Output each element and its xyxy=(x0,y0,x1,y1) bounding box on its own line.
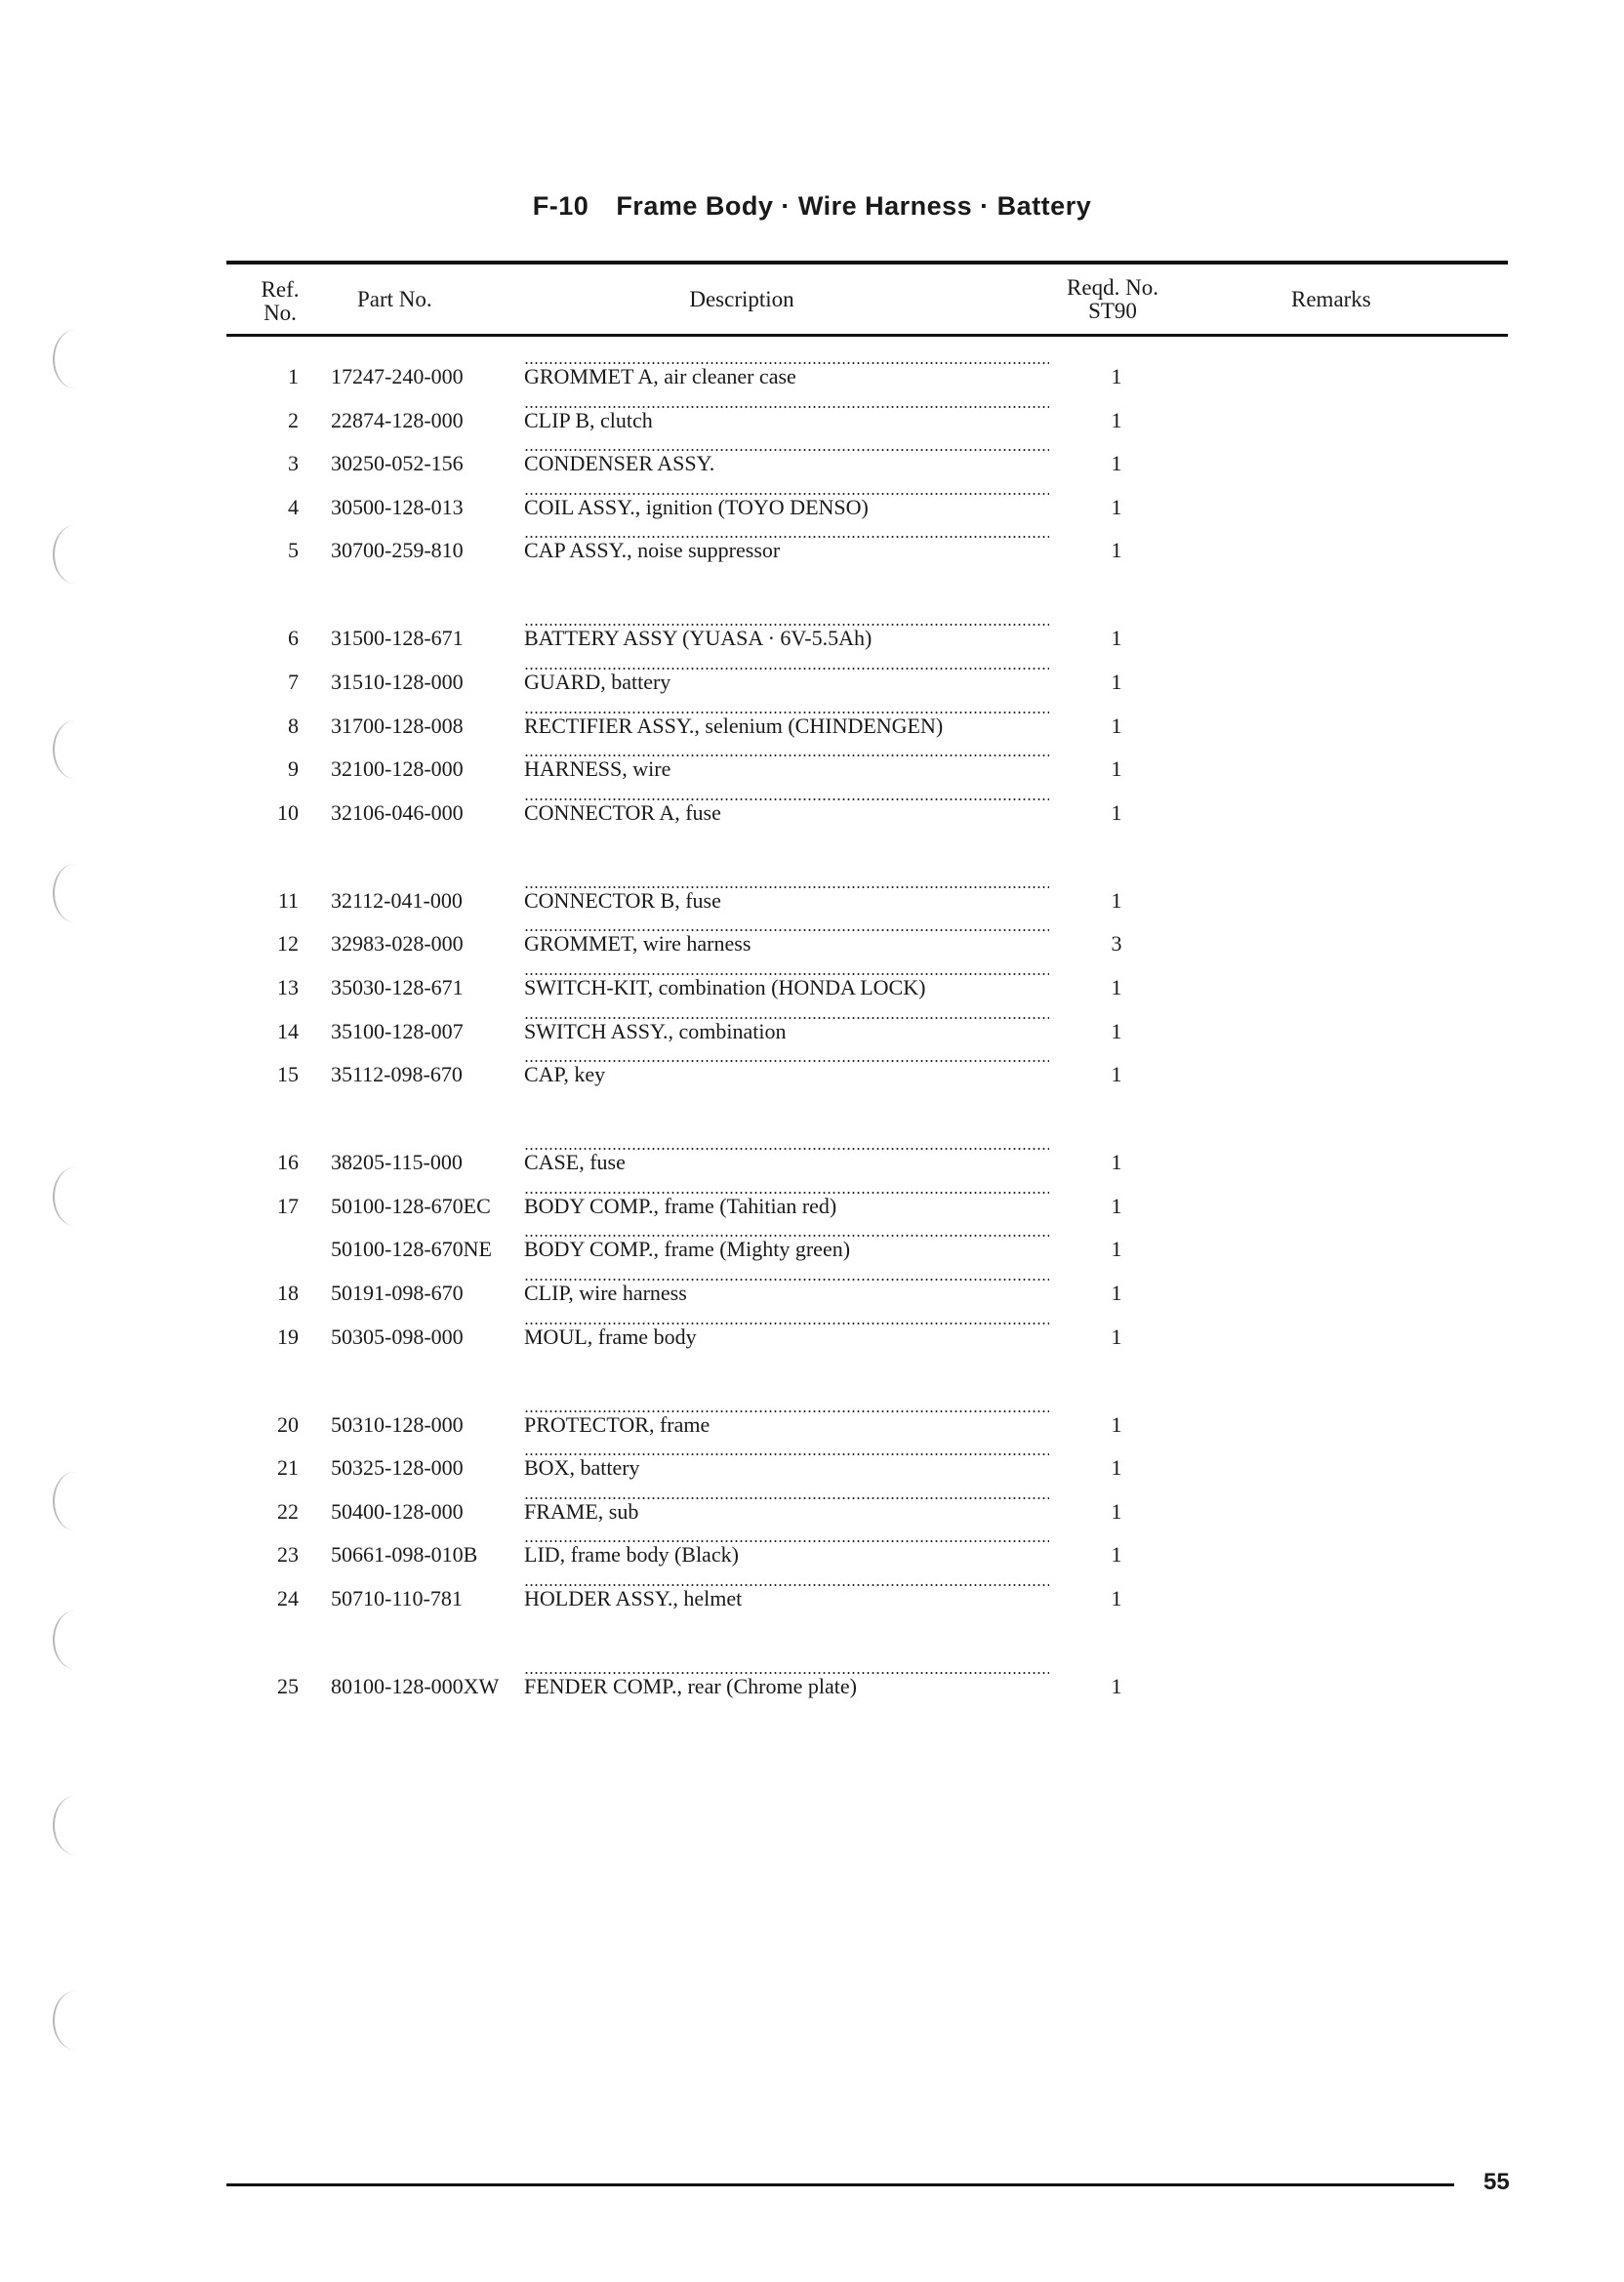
ref-number: 7 xyxy=(288,670,299,694)
required-quantity: 1 xyxy=(1111,887,1122,913)
required-quantity: 1 xyxy=(1111,364,1122,388)
ref-number: 17 xyxy=(277,1193,299,1218)
ref-number: 8 xyxy=(288,713,299,738)
punch-hole-mark xyxy=(53,1991,98,2050)
page-title xyxy=(0,191,1624,222)
table-row xyxy=(0,1540,1624,1569)
table-row xyxy=(0,973,1624,1002)
description-text: BODY COMP., frame (Tahitian red) xyxy=(524,1193,837,1218)
part-description xyxy=(524,1148,1049,1177)
part-description xyxy=(524,406,1049,435)
required-quantity: 1 xyxy=(1111,494,1122,519)
part-number: 32106-046-000 xyxy=(331,799,464,825)
part-number: 31500-128-671 xyxy=(331,626,464,651)
ref-number: 12 xyxy=(277,931,299,957)
part-number: 50310-128-000 xyxy=(331,1411,464,1437)
required-quantity: 1 xyxy=(1111,756,1122,782)
part-number: 22874-128-000 xyxy=(331,407,464,432)
part-number: 35100-128-007 xyxy=(331,1018,464,1043)
table-row xyxy=(0,798,1624,828)
part-description xyxy=(524,1672,1049,1701)
section-title: Frame Body · Wire Harness · Battery xyxy=(616,191,1092,221)
part-description xyxy=(524,798,1049,828)
part-number: 35030-128-671 xyxy=(331,975,464,999)
ref-number: 6 xyxy=(288,626,299,651)
part-description xyxy=(524,1323,1049,1352)
required-quantity: 1 xyxy=(1111,626,1122,651)
required-quantity: 1 xyxy=(1111,1324,1122,1349)
description-text: BODY COMP., frame (Mighty green) xyxy=(524,1237,851,1262)
header-ref-no: Ref. No. xyxy=(261,277,300,325)
ref-number: 5 xyxy=(288,538,299,563)
table-row xyxy=(0,929,1624,958)
table-row xyxy=(0,1279,1624,1308)
table-top-rule xyxy=(226,261,1508,265)
description-text: SWITCH ASSY., combination xyxy=(524,1018,787,1043)
required-quantity: 1 xyxy=(1111,1150,1122,1175)
part-number: 35112-098-670 xyxy=(331,1062,463,1087)
punch-hole-mark xyxy=(53,1796,98,1854)
part-description xyxy=(524,1192,1049,1221)
required-quantity: 1 xyxy=(1111,1237,1122,1262)
description-text: GROMMET, wire harness xyxy=(524,931,751,957)
part-number: 50710-110-781 xyxy=(331,1586,463,1610)
header-description: Description xyxy=(689,287,794,311)
footer-rule xyxy=(226,2183,1454,2186)
required-quantity: 1 xyxy=(1111,1586,1122,1610)
part-description xyxy=(524,712,1049,741)
required-quantity: 1 xyxy=(1111,1281,1122,1305)
part-description xyxy=(524,1497,1049,1527)
part-description xyxy=(524,1453,1049,1483)
part-description xyxy=(524,1235,1049,1264)
part-number: 32983-028-000 xyxy=(331,931,464,957)
ref-number: 15 xyxy=(277,1062,299,1087)
part-number: 50661-098-010B xyxy=(331,1542,478,1568)
table-row xyxy=(0,712,1624,741)
ref-number: 10 xyxy=(277,799,299,825)
description-text: CAP ASSY., noise suppressor xyxy=(524,538,781,563)
header-part-no: Part No. xyxy=(357,287,432,311)
required-quantity: 1 xyxy=(1111,713,1122,738)
part-number: 50100-128-670EC xyxy=(331,1193,491,1218)
part-number: 50100-128-670NE xyxy=(331,1237,492,1262)
part-number: 50191-098-670 xyxy=(331,1281,464,1305)
description-text: FENDER COMP., rear (Chrome plate) xyxy=(524,1674,857,1698)
description-text: CLIP B, clutch xyxy=(524,407,653,432)
required-quantity: 1 xyxy=(1111,1542,1122,1568)
table-row xyxy=(0,406,1624,435)
table-row xyxy=(0,1497,1624,1527)
ref-number: 13 xyxy=(277,975,299,999)
part-number: 38205-115-000 xyxy=(331,1150,463,1175)
required-quantity: 1 xyxy=(1111,1411,1122,1437)
table-row xyxy=(0,362,1624,391)
part-description xyxy=(524,1017,1049,1046)
table-row xyxy=(0,1060,1624,1089)
part-description xyxy=(524,1540,1049,1569)
table-row xyxy=(0,1323,1624,1352)
table-row xyxy=(0,1235,1624,1264)
part-number: 32100-128-000 xyxy=(331,756,464,782)
ref-number: 24 xyxy=(277,1586,299,1610)
description-text: MOUL, frame body xyxy=(524,1324,697,1349)
part-description xyxy=(524,1060,1049,1089)
part-description xyxy=(524,668,1049,697)
table-row xyxy=(0,754,1624,784)
part-description xyxy=(524,886,1049,916)
ref-number: 18 xyxy=(277,1281,299,1305)
section-code: F-10 xyxy=(532,191,589,221)
page-number: 55 xyxy=(1483,2169,1510,2195)
part-number: 50305-098-000 xyxy=(331,1324,464,1349)
part-description xyxy=(524,449,1049,478)
part-number: 17247-240-000 xyxy=(331,364,464,388)
part-description xyxy=(524,973,1049,1002)
part-description xyxy=(524,536,1049,565)
required-quantity: 1 xyxy=(1111,1018,1122,1043)
required-quantity: 1 xyxy=(1111,1674,1122,1698)
ref-number: 1 xyxy=(288,364,299,388)
description-text: HARNESS, wire xyxy=(524,756,671,782)
description-text: SWITCH-KIT, combination (HONDA LOCK) xyxy=(524,975,926,999)
ref-number: 19 xyxy=(277,1324,299,1349)
table-row xyxy=(0,449,1624,478)
table-row xyxy=(0,536,1624,565)
description-text: CONNECTOR A, fuse xyxy=(524,799,721,825)
part-description xyxy=(524,754,1049,784)
description-text: RECTIFIER ASSY., selenium (CHINDENGEN) xyxy=(524,713,944,738)
description-text: GUARD, battery xyxy=(524,670,671,694)
required-quantity: 1 xyxy=(1111,451,1122,476)
table-row xyxy=(0,668,1624,697)
table-row xyxy=(0,1410,1624,1440)
table-row xyxy=(0,493,1624,522)
part-number: 50400-128-000 xyxy=(331,1498,464,1524)
table-row xyxy=(0,1192,1624,1221)
description-text: LID, frame body (Black) xyxy=(524,1542,739,1568)
ref-number: 11 xyxy=(277,887,299,913)
description-text: CASE, fuse xyxy=(524,1150,626,1175)
header-bottom-rule xyxy=(226,334,1508,337)
part-number: 80100-128-000XW xyxy=(331,1674,500,1698)
part-number: 30250-052-156 xyxy=(331,451,464,476)
punch-hole-mark xyxy=(53,1610,98,1669)
description-text: COIL ASSY., ignition (TOYO DENSO) xyxy=(524,494,869,519)
part-number: 30500-128-013 xyxy=(331,494,464,519)
required-quantity: 1 xyxy=(1111,538,1122,563)
description-text: FRAME, sub xyxy=(524,1498,639,1524)
description-text: PROTECTOR, frame xyxy=(524,1411,710,1437)
header-remarks: Remarks xyxy=(1291,287,1371,311)
part-number: 31510-128-000 xyxy=(331,670,464,694)
table-row xyxy=(0,1453,1624,1483)
ref-number: 14 xyxy=(277,1018,299,1043)
part-number: 31700-128-008 xyxy=(331,713,464,738)
description-text: CONNECTOR B, fuse xyxy=(524,887,721,913)
description-text: BOX, battery xyxy=(524,1455,640,1481)
required-quantity: 1 xyxy=(1111,1455,1122,1481)
part-description xyxy=(524,362,1049,391)
ref-number: 21 xyxy=(277,1455,299,1481)
ref-number: 25 xyxy=(277,1674,299,1698)
ref-number: 23 xyxy=(277,1542,299,1568)
required-quantity: 1 xyxy=(1111,975,1122,999)
ref-number: 9 xyxy=(288,756,299,782)
part-description xyxy=(524,1410,1049,1440)
ref-number: 16 xyxy=(277,1150,299,1175)
part-description xyxy=(524,624,1049,653)
description-text: CONDENSER ASSY. xyxy=(524,451,715,476)
header-reqd-no: Reqd. No. ST90 xyxy=(1067,275,1158,323)
description-text: CLIP, wire harness xyxy=(524,1281,687,1305)
part-number: 32112-041-000 xyxy=(331,887,463,913)
description-text: BATTERY ASSY (YUASA · 6V-5.5Ah) xyxy=(524,626,873,651)
ref-number: 2 xyxy=(288,407,299,432)
part-description xyxy=(524,929,1049,958)
ref-number: 4 xyxy=(288,494,299,519)
description-text: HOLDER ASSY., helmet xyxy=(524,1586,743,1610)
table-row xyxy=(0,1148,1624,1177)
table-row xyxy=(0,1672,1624,1701)
part-description xyxy=(524,493,1049,522)
table-row xyxy=(0,624,1624,653)
required-quantity: 1 xyxy=(1111,670,1122,694)
part-description xyxy=(524,1279,1049,1308)
required-quantity: 1 xyxy=(1111,799,1122,825)
required-quantity: 1 xyxy=(1111,1193,1122,1218)
required-quantity: 1 xyxy=(1111,1498,1122,1524)
ref-number: 3 xyxy=(288,451,299,476)
required-quantity: 1 xyxy=(1111,1062,1122,1087)
required-quantity: 3 xyxy=(1111,931,1122,957)
ref-number: 22 xyxy=(277,1498,299,1524)
description-text: GROMMET A, air cleaner case xyxy=(524,364,796,388)
description-text: CAP, key xyxy=(524,1062,606,1087)
table-row xyxy=(0,1584,1624,1613)
table-row xyxy=(0,1017,1624,1046)
part-number: 30700-259-810 xyxy=(331,538,464,563)
part-description xyxy=(524,1584,1049,1613)
part-number: 50325-128-000 xyxy=(331,1455,464,1481)
required-quantity: 1 xyxy=(1111,407,1122,432)
table-row xyxy=(0,886,1624,916)
ref-number: 20 xyxy=(277,1411,299,1437)
